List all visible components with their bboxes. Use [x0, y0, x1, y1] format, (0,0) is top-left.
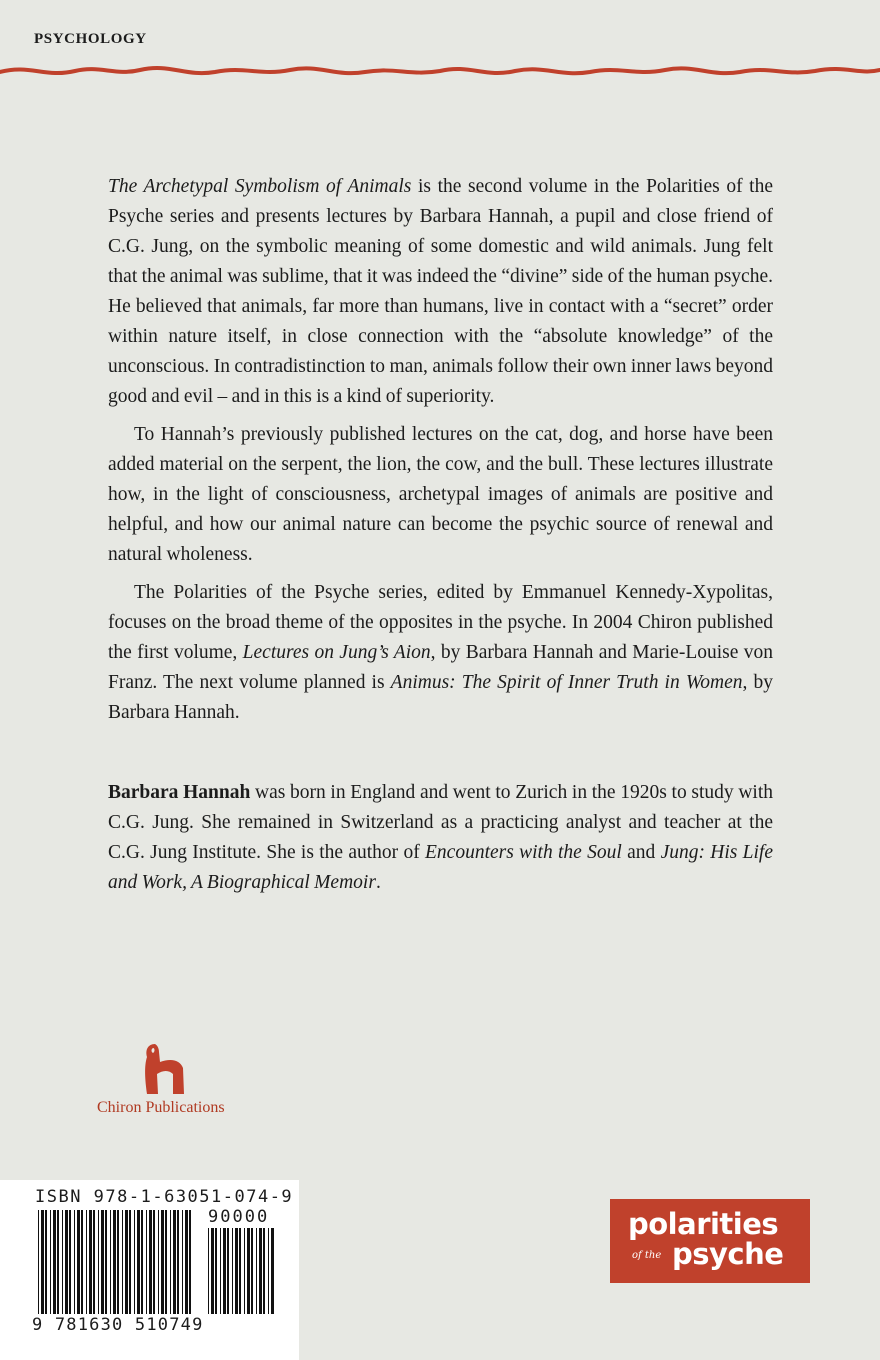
barcode-bar — [86, 1210, 87, 1314]
referenced-title: Lectures on Jung’s Aion — [242, 642, 431, 663]
referenced-title: Animus: The Spirit of Inner Truth in Women — [390, 672, 743, 693]
series-logo — [610, 1199, 810, 1283]
barcode-bar — [182, 1210, 183, 1314]
barcode-bar — [227, 1228, 229, 1314]
barcode-bar — [53, 1210, 56, 1314]
description-paragraph-1: The Archetypal Symbolism of Animals is the second volume in the Polarities of the Psyche series and presents lectures by Barbara Hannah, a pupil and close friend of C.G. Jung, on the symbolic meaning of some domestic and wild animals. Jung felt that the animal was sublime, that it was indeed the “divine” side of the human psyche. He believed that animals, far more than humans, live in contact with a “secret” order within nature itself, in close connection with the “absolute knowledge” of the unconscious. In contradistinction to man, animals follow their own inner laws beyond good and evil – and in this is a kind of superiority. — [108, 176, 773, 407]
wavy-divider — [0, 58, 880, 82]
price-code: 90000 — [208, 1207, 270, 1227]
barcode-bar — [220, 1228, 221, 1314]
barcode-bar — [170, 1210, 171, 1314]
author-bio-paragraph: Barbara Hannah was born in England and went to Zurich in the 1920s to study with C.G. Jung. She remained in Switzerland as a practicing analyst and teacher at the C.G. Jung Institute. She is the author of Encounters with the Soul and Jung: His Life and Work, A Biographical Memoir. — [108, 782, 774, 893]
referenced-title: Jung: His Life and Work, A Biographical Memoir — [108, 842, 774, 893]
barcode-bar — [137, 1210, 140, 1314]
barcode-bar — [141, 1210, 143, 1314]
publisher-name: Chiron Publications — [97, 1099, 225, 1116]
barcode-bar — [110, 1210, 111, 1314]
barcode-bar — [271, 1228, 274, 1314]
series-logo-line2: psyche — [672, 1237, 784, 1271]
publisher-logo — [97, 1040, 257, 1117]
isbn-barcode — [0, 1180, 299, 1360]
barcode-bar — [244, 1228, 245, 1314]
book-description — [108, 172, 773, 728]
barcode-bar — [239, 1228, 241, 1314]
barcode-digits: 9 781630 510749 — [32, 1315, 204, 1335]
barcode-bar — [81, 1210, 83, 1314]
barcode-bar — [235, 1228, 238, 1314]
book-title: The Archetypal Symbolism of Animals — [108, 176, 412, 197]
barcode-bar — [101, 1210, 104, 1314]
barcode-bar — [211, 1228, 214, 1314]
barcode-bar — [149, 1210, 152, 1314]
barcode-bar — [74, 1210, 75, 1314]
description-paragraph-3: The Polarities of the Psyche series, edited by Emmanuel Kennedy-Xypolitas, focuses on the broad theme of the opposites in the psyche. In 2004 Chiron published the first volume, Lectures on Jung’s Aion, by Barbara Hannah and Marie-Louise von Franz. The next volume planned is Animus: The Spirit of Inner Truth in Women, by Barbara Hannah. — [108, 582, 774, 723]
category-label: PSYCHOLOGY — [34, 31, 147, 47]
barcode-bar — [185, 1210, 188, 1314]
barcode-bar — [105, 1210, 107, 1314]
barcode-bar — [232, 1228, 233, 1314]
barcode-bar — [125, 1210, 128, 1314]
barcode-bar — [117, 1210, 119, 1314]
barcode-bar — [215, 1228, 217, 1314]
barcode-bar — [263, 1228, 265, 1314]
barcode-bar — [113, 1210, 116, 1314]
barcode-bar — [208, 1228, 209, 1314]
barcode-bar — [161, 1210, 164, 1314]
barcode-bars — [38, 1210, 196, 1314]
barcode-bar — [189, 1210, 191, 1314]
barcode-bar — [268, 1228, 269, 1314]
description-paragraph-2: To Hannah’s previously published lectures on the cat, dog, and horse have been added material on the serpent, the lion, the cow, and the bull. These lectures illustrate how, in the light of consciousness, archetypal images of animals are positive and helpful, and how our animal nature can become the psychic source of renewal and natural wholeness. — [108, 424, 773, 565]
barcode-bar — [251, 1228, 253, 1314]
barcode-bar — [247, 1228, 250, 1314]
barcode-bar — [98, 1210, 99, 1314]
chiron-logo-icon — [141, 1040, 189, 1095]
barcode-bar — [153, 1210, 155, 1314]
barcode-bar — [146, 1210, 147, 1314]
barcode-bar — [256, 1228, 257, 1314]
barcode-bar — [259, 1228, 262, 1314]
isbn-label: ISBN 978-1-63051-074-9 — [35, 1187, 294, 1207]
barcode-bar — [45, 1210, 47, 1314]
referenced-title: Encounters with the Soul — [425, 842, 622, 863]
series-logo-line1: polarities — [628, 1207, 779, 1241]
barcode-bar — [89, 1210, 92, 1314]
barcode-bar — [77, 1210, 80, 1314]
barcode-bar — [129, 1210, 131, 1314]
barcode-bar — [173, 1210, 176, 1314]
author-name: Barbara Hannah — [108, 782, 251, 803]
barcode-bar — [158, 1210, 159, 1314]
barcode-bar — [93, 1210, 95, 1314]
barcode-bar — [62, 1210, 63, 1314]
barcode-bar — [57, 1210, 59, 1314]
barcode-bar — [165, 1210, 167, 1314]
barcode-bar — [69, 1210, 71, 1314]
barcode-bar — [38, 1210, 39, 1314]
barcode-bar — [122, 1210, 123, 1314]
barcode-bar — [223, 1228, 226, 1314]
barcode-bar — [134, 1210, 135, 1314]
barcode-bar — [50, 1210, 51, 1314]
author-bio — [108, 778, 773, 898]
barcode-bar — [41, 1210, 44, 1314]
barcode-bar — [177, 1210, 179, 1314]
barcode-addon-bars — [208, 1228, 276, 1314]
series-logo-small: of the — [632, 1250, 662, 1261]
barcode-bar — [65, 1210, 68, 1314]
